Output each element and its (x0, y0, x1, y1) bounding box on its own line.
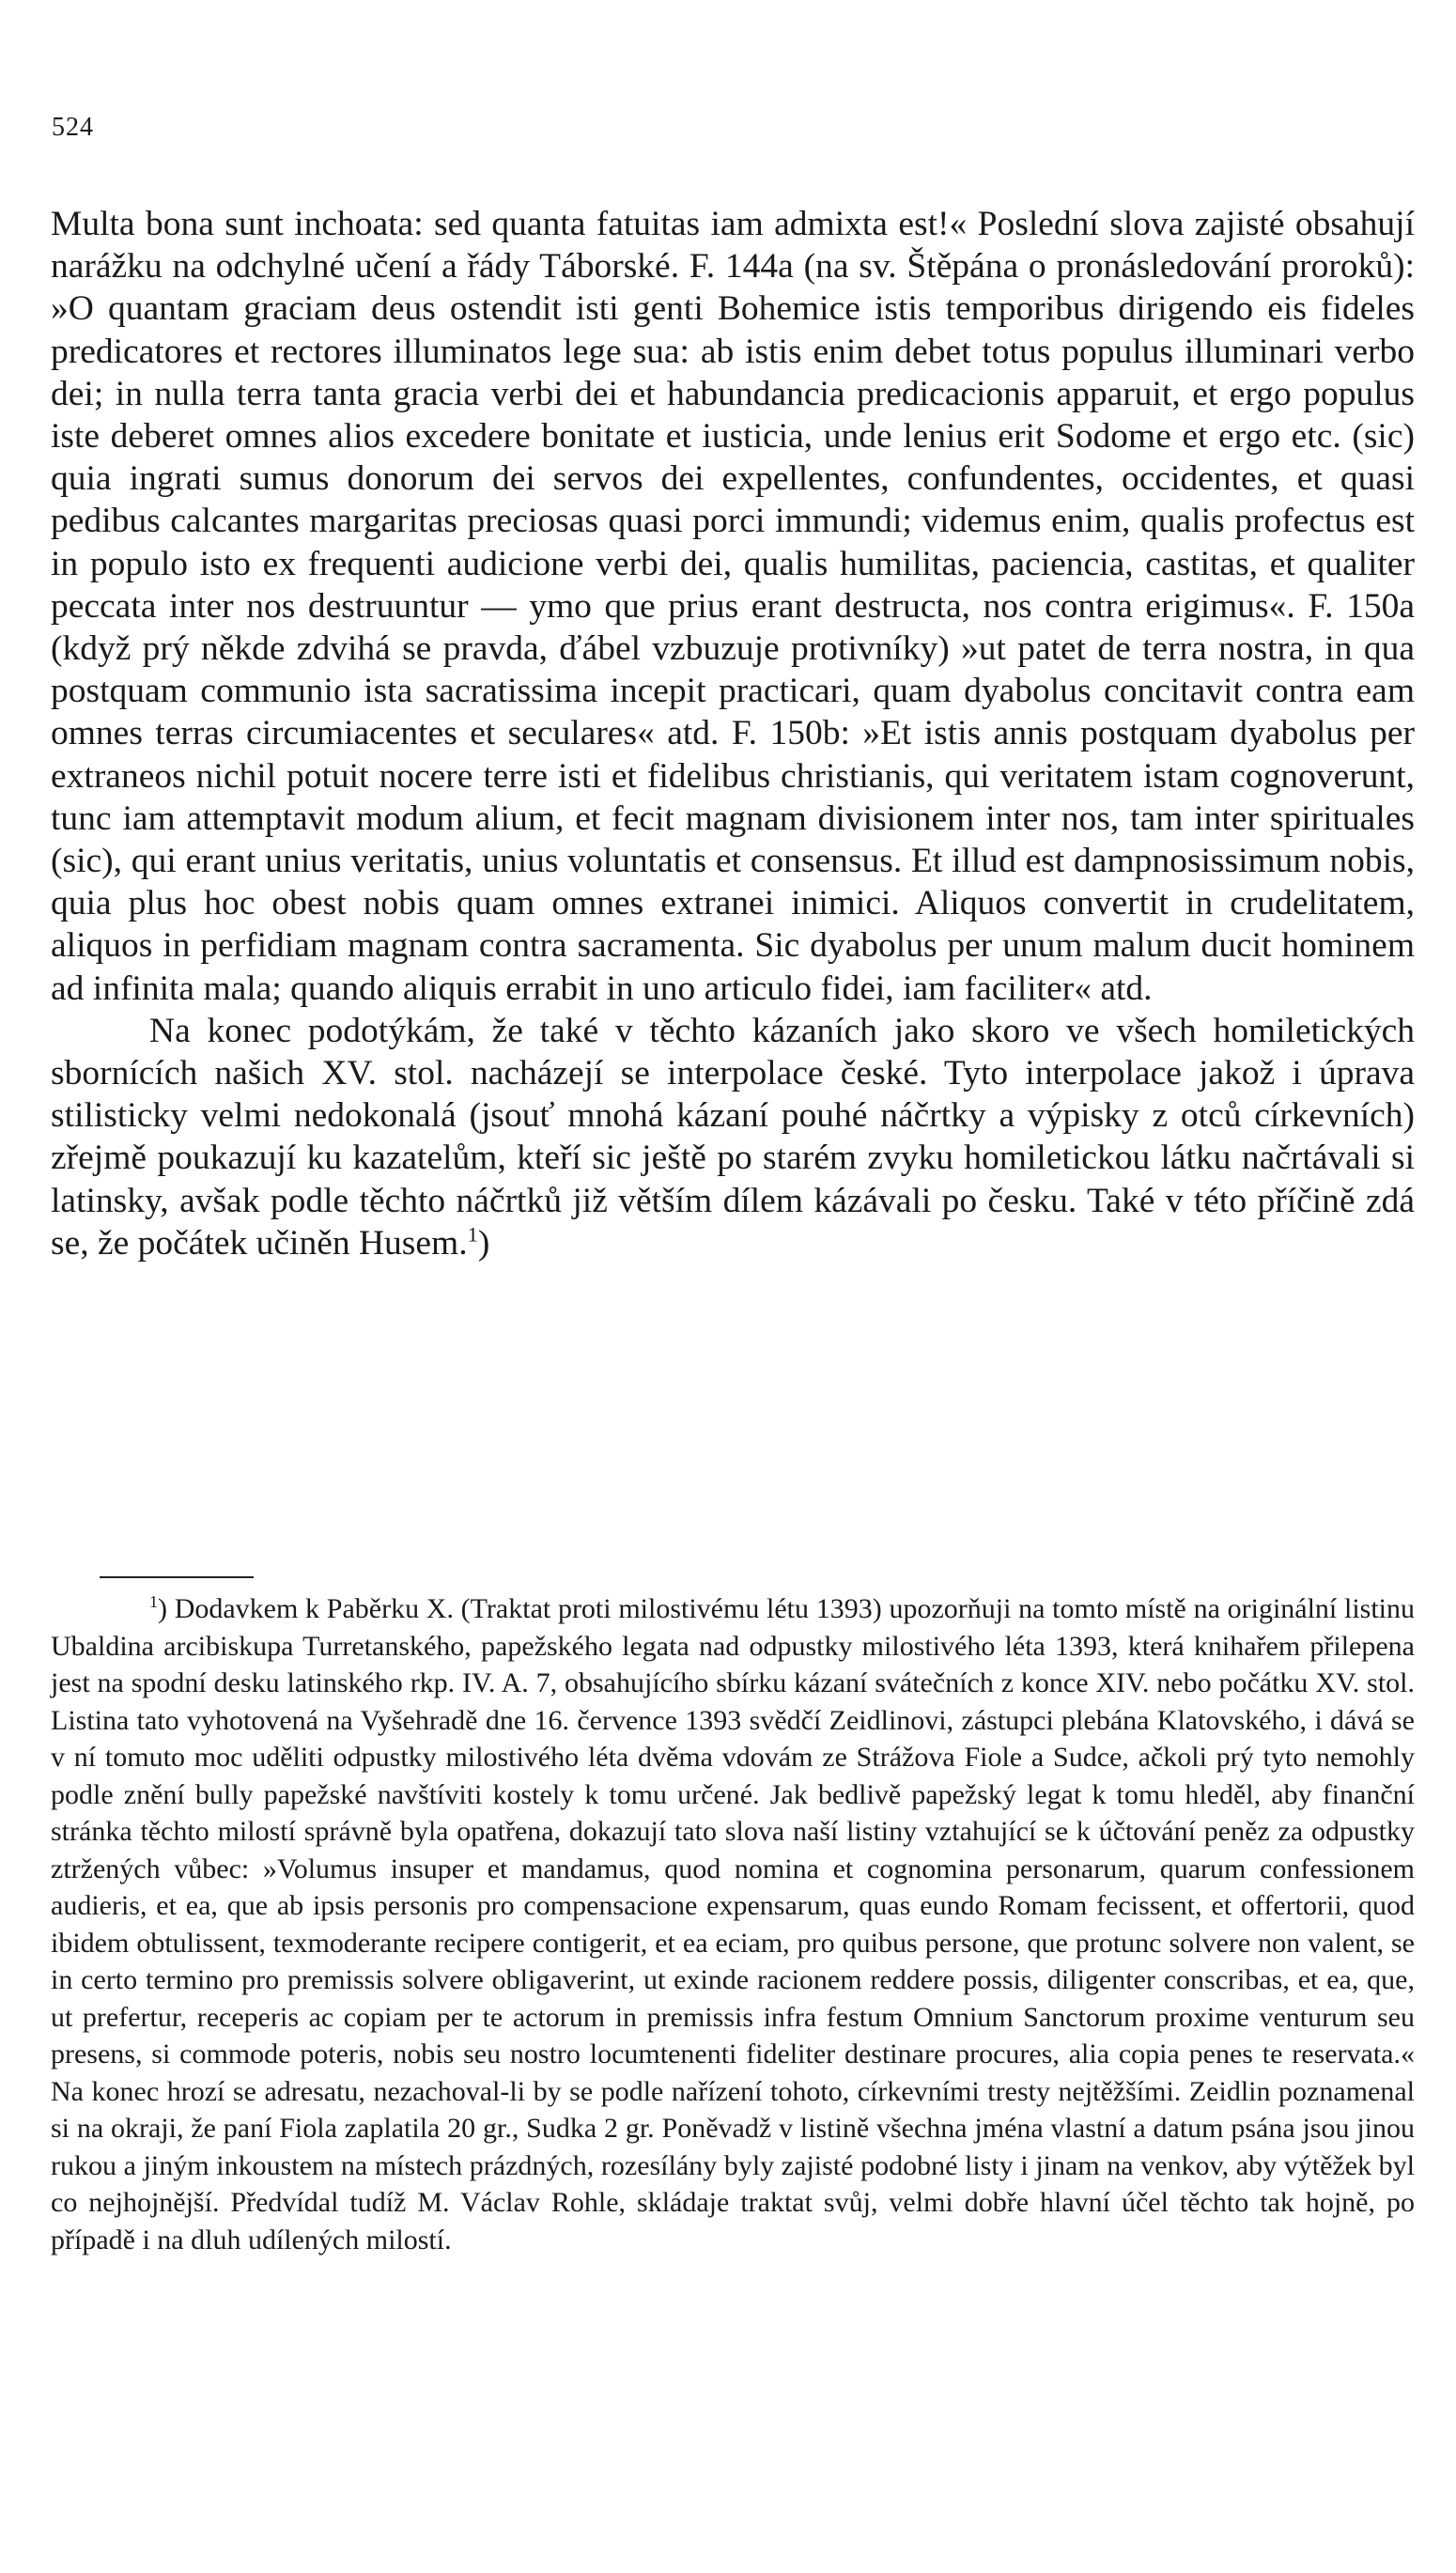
paragraph-conclusion (51, 1010, 1415, 1264)
footnote-divider (100, 1576, 254, 1578)
footnote (51, 1590, 1415, 2258)
footnote-reference[interactable]: 1 (467, 1222, 478, 1247)
footnote-text: ) Dodavkem k Paběrku X. (Traktat proti milostivému létu 1393) upozorňuji na tomto místě na originální listinu Ubaldina arcibiskupa Turretanského, papežského legata nad odpustky milostivého léta 1393, která knihařem přilepena jest na spodní desku latinského rkp. IV. A. 7, obsahujícího sbírku kázaní svátečních z konce XIV. nebo počátku XV. stol. Listina tato vyhotovená na Vyšehradě dne 16. července 1393 svědčí Zeidlinovi, zástupci plebána Klatovského, i dává se v ní tomuto moc uděliti odpustky milostivého léta dvěma vdovám ze Strážova Fiole a Sudce, ačkoli prý tyto nemohly podle znění bully papežské navštíviti kostely k tomu určené. Jak bedlivě papežský legat k tomu hleděl, aby finanční stránka těchto milostí správně byla opatřena, dokazují tato slova naší listiny vztahující se k účtování peněz za odpustky ztržených vůbec: »Volumus insuper et mandamus, quod nomina et cognomina personarum, quarum confessionem audieris, et ea, que ab ipsis personis pro compensacione expensarum, quas eundo Romam fecissent, et offertorii, quod ibidem obtulissent, texmoderante recipere contigerit, et ea eciam, pro quibus persone, que protunc solvere non valent, se in certo termino pro premissis solvere obligaverint, ut exinde racionem reddere possis, diligenter conscribas, et ea, que, ut prefertur, receperis ac copiam per te actorum in premissis infra festum Omnium Sanctorum proxime venturum seu presens, si commode poteris, nobis seu nostro locumtenenti fideliter destinare procures, alia copia penes te reservata.« Na konec hrozí se adresatu, nezachoval-li by se podle nařízení tohoto, církevními tresty nejtěžšími. Zeidlin poznamenal si na okraji, že paní Fiola zaplatila 20 gr., Sudka 2 gr. Poněvadž v listině všechna jména vlastní a datum psána jsou jinou rukou a jiným inkoustem na místech prázdných, rozesílány byly zajisté podobné listy i jinam na venkov, aby výtěžek byl co nejhojnější. Předvídal tudíž M. Václav Rohle, skládaje traktat svůj, velmi dobře hlavní účel těchto tak hojně, po případě i na dluh udílených milostí. (51, 1593, 1415, 2255)
footnote-paragraph (51, 1590, 1415, 2258)
page-number: 524 (52, 113, 94, 142)
main-text (51, 203, 1415, 1264)
paragraph-latin-quotes: Multa bona sunt inchoata: sed quanta fatuitas iam admixta est!« Poslední slova zajisté obsahují narážku na odchylné učení a řády Táborské. F. 144a (na sv. Štěpána o pronásledování proroků): »O quantam graciam deus ostendit isti genti Bohemice istis temporibus dirigendo eis fideles predicatores et rectores illuminatos lege sua: ab istis enim debet totus populus illuminari verbo dei; in nulla terra tanta gracia verbi dei et habundancia predicacionis apparuit, et ergo populus iste deberet omnes alios excedere bonitate et iusticia, unde lenius erit Sodome et ergo etc. (sic) quia ingrati sumus donorum dei servos dei expellentes, confundentes, occidentes, et quasi pedibus calcantes margaritas preciosas quasi porci immundi; videmus enim, qualis profectus est in populo isto ex frequenti audicione verbi dei, qualis humilitas, paciencia, castitas, et qualiter peccata inter nos destruuntur — ymo que prius erant destructa, nos contra erigimus«. F. 150a (když prý někde zdvihá se pravda, ďábel vzbuzuje protivníky) »ut patet de terra nostra, in qua postquam communio ista sacratissima incepit practicari, quam dyabolus concitavit contra eam omnes terras circumiacentes et seculares« atd. F. 150b: »Et istis annis postquam dyabolus per extraneos nichil potuit nocere terre isti et fidelibus christianis, qui veritatem istam cognoverunt, tunc iam attemptavit modum alium, et fecit magnam divisionem inter nos, tam inter spirituales (sic), qui erant unius veritatis, unius voluntatis et consensus. Et illud est dampnosissimum nobis, quia plus hoc obest nobis quam omnes extranei inimici. Aliquos convertit in crudelitatem, aliquos in perfidiam magnam contra sacramenta. Sic dyabolus per unum malum ducit hominem ad infinita mala; quando aliquis errabit in uno articulo fidei, iam faciliter« atd. (51, 205, 1415, 1008)
footnote-reference-close: ) (477, 1223, 490, 1263)
footnote-mark: 1 (149, 1592, 158, 1611)
paragraph-conclusion-text: Na konec podotýkám, že také v těchto kázaních jako skoro ve všech homiletických sbornících našich XV. stol. nacházejí se interpolace české. Tyto interpolace jakož i úprava stilisticky velmi nedokonalá (jsouť mnohá kázaní pouhé náčrtky a výpisky z otců církevních) zřejmě poukazují ku kazatelům, kteří sic ještě po starém zvyku homiletickou látku načrtávali si latinsky, avšak podle těchto náčrtků již větším dílem kázávali po česku. Také v této příčině zdá se, že počátek učiněn Husem. (51, 1011, 1415, 1263)
